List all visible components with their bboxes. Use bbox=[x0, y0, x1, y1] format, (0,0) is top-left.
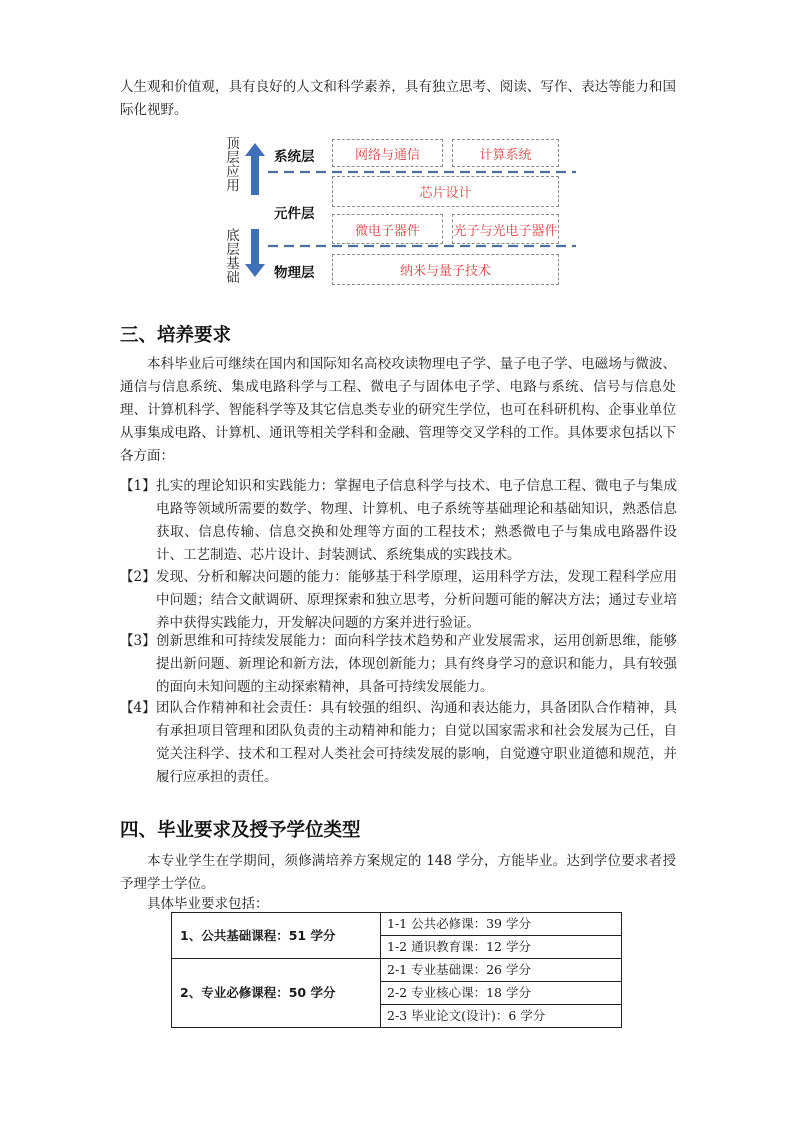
requirement-number: 【4】 bbox=[120, 700, 156, 716]
table-cell: 1-1 公共必修课：39 学分 bbox=[381, 913, 622, 936]
requirement-item bbox=[120, 697, 677, 789]
section4-intro-paragraph: 本专业学生在学期间，须修满培养方案规定的 148 学分，方能毕业。达到学位要求者授予理学士学位。 bbox=[120, 853, 676, 892]
table-row bbox=[172, 959, 622, 982]
bottom-foundation-label: 底层基础 bbox=[226, 228, 240, 286]
requirement-item bbox=[120, 566, 677, 635]
system-divider-line bbox=[268, 168, 576, 176]
table-caption: 具体毕业要求包括： bbox=[147, 896, 269, 912]
component-layer-label: 元件层 bbox=[274, 206, 315, 222]
requirement-text: 团队合作精神和社会责任：具有较强的组织、沟通和表达能力，具备团队合作精神，具有承担项目管理和团队负责的主动精神和能力；自觉以国家需求和社会发展为己任，自觉关注科学、技术和工程对人类社会可持续发展的影响，自觉遵守职业道德和规范，并履行应承担的责任。 bbox=[156, 700, 677, 785]
requirement-number: 【2】 bbox=[120, 569, 156, 585]
intro-tail-paragraph: 人生观和价值观，具有良好的人文和科学素养，具有独立思考、阅读、写作、表达等能力和国际化视野。 bbox=[120, 79, 676, 118]
table-cell: 2-1 专业基础课：26 学分 bbox=[381, 959, 622, 982]
table-row bbox=[172, 913, 622, 936]
graduation-credits-table bbox=[171, 912, 622, 1028]
chip-design-box: 芯片设计 bbox=[332, 176, 559, 207]
requirement-text: 发现、分析和解决问题的能力：能够基于科学原理，运用科学方法，发现工程科学应用中问题；结合文献调研、原理探索和独立思考，分析问题可能的解决方法；通过专业培养中获得实践能力，开发解决问题的方案并进行验证。 bbox=[156, 569, 677, 631]
arrow-up-icon bbox=[244, 143, 266, 195]
requirement-item bbox=[120, 475, 677, 567]
requirement-number: 【3】 bbox=[120, 633, 156, 649]
photonic-device-box: 光子与光电子器件 bbox=[452, 214, 559, 244]
layer-diagram bbox=[0, 0, 793, 310]
section3-heading: 三、培养要求 bbox=[120, 325, 232, 346]
table-group-cell: 2、专业必修课程：50 学分 bbox=[172, 959, 381, 1028]
table-cell: 2-2 专业核心课：18 学分 bbox=[381, 982, 622, 1005]
section4-heading: 四、毕业要求及授予学位类型 bbox=[120, 820, 361, 841]
top-application-label: 顶层应用 bbox=[226, 136, 240, 194]
system-layer-label: 系统层 bbox=[274, 149, 315, 165]
requirement-number: 【1】 bbox=[120, 478, 156, 494]
physical-layer-label: 物理层 bbox=[274, 265, 315, 281]
table-cell: 1-2 通识教育课：12 学分 bbox=[381, 936, 622, 959]
requirement-text: 创新思维和可持续发展能力：面向科学技术趋势和产业发展需求，运用创新思维，能够提出新问题、新理论和新方法，体现创新能力；具有终身学习的意识和能力，具有较强的面向未知问题的主动探索精神，具备可持续发展能力。 bbox=[156, 633, 677, 695]
table-group-cell: 1、公共基础课程：51 学分 bbox=[172, 913, 381, 959]
nano-quantum-box: 纳米与量子技术 bbox=[332, 254, 559, 285]
section3-intro-paragraph: 本科毕业后可继续在国内和国际知名高校攻读物理电子学、量子电子学、电磁场与微波、通信与信息系统、集成电路科学与工程、微电子与固体电子学、电路与系统、信号与信息处理、计算机科学、智能科学等及其它信息类专业的研究生学位，也可在科研机构、企事业单位从事集成电路、计算机、通讯等相关学科和金融、管理等交叉学科的工作。具体要求包括以下各方面： bbox=[120, 356, 676, 464]
computing-system-box: 计算系统 bbox=[452, 139, 559, 167]
microelectronic-device-box: 微电子器件 bbox=[332, 214, 443, 244]
requirement-text: 扎实的理论知识和实践能力：掌握电子信息科学与技术、电子信息工程、微电子与集成电路等领域所需要的数学、物理、计算机、电子系统等基础理论和基础知识，熟悉信息获取、信息传输、信息交换和处理等方面的工程技术；熟悉微电子与集成电路器件设计、工艺制造、芯片设计、封装测试、系统集成的实践技术。 bbox=[156, 478, 677, 563]
arrow-down-icon bbox=[244, 229, 266, 277]
table-cell: 2-3 毕业论文(设计)：6 学分 bbox=[381, 1005, 622, 1028]
requirement-item bbox=[120, 630, 677, 699]
network-communication-box: 网络与通信 bbox=[332, 139, 443, 167]
